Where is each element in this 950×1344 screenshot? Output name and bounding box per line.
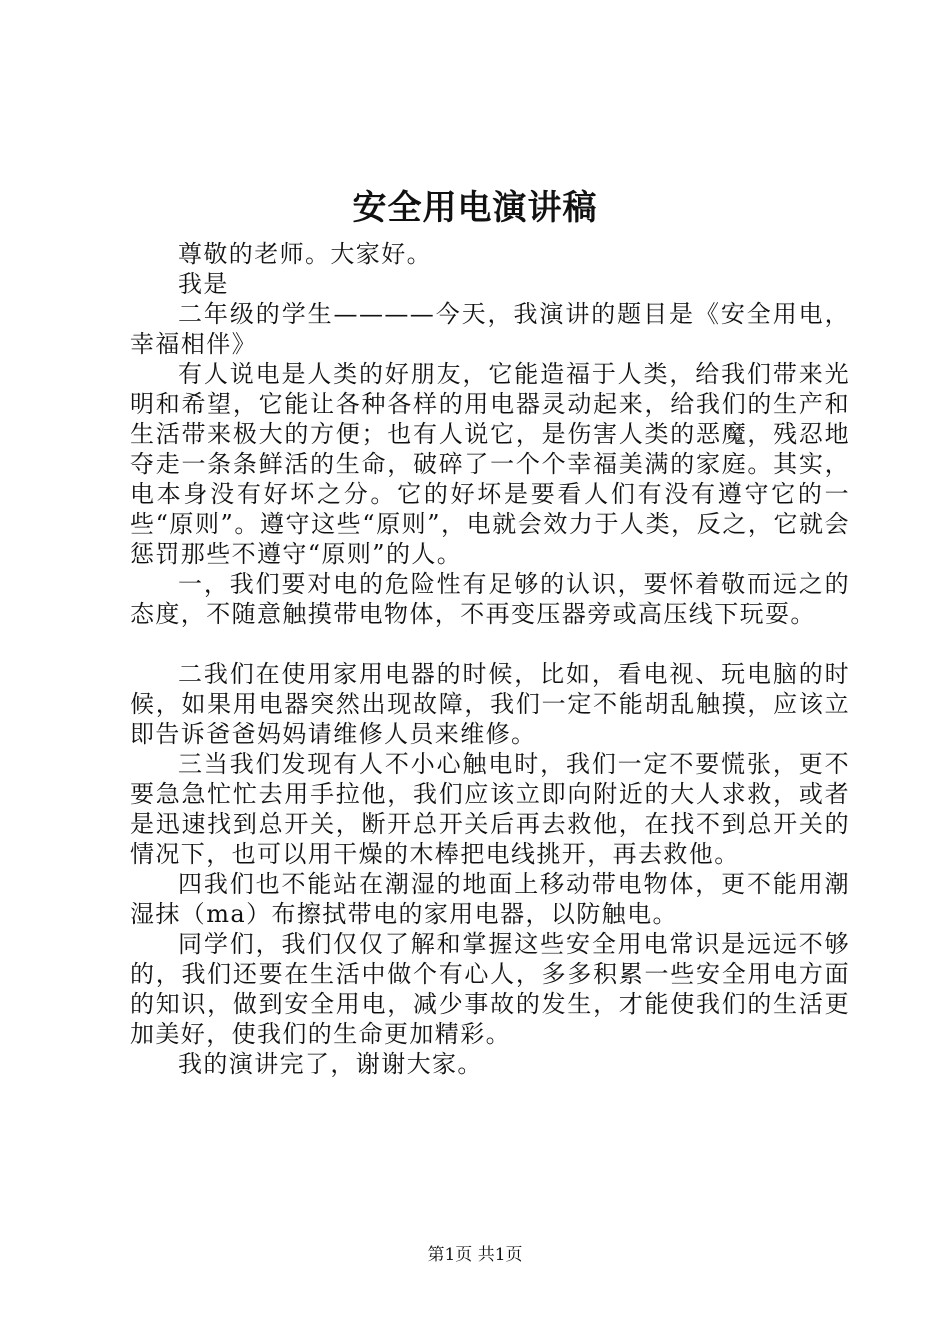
greeting-paragraph: 尊敬的老师。大家好。 xyxy=(178,240,432,268)
page-number-footer: 第1页 共1页 xyxy=(427,1245,523,1265)
intro-paragraph: 有人说电是人类的好朋友，它能造福于人类，给我们带来光明和希望，它能让各种各样的用电器灵动起来，给我们的生产和生活带来极大的方便；也有人说它，是伤害人类的恶魔，残忍地夺走一条条鲜活的生命，破碎了一个个幸福美满的家庭。其实，电本身没有好坏之分。它的好坏是要看人们有没有遵守它的一些“原则”。遵守这些“原则”，电就会效力于人类，反之，它就会惩罚那些不遵守“原则”的人。 xyxy=(130,360,850,568)
document-title: 安全用电演讲稿 xyxy=(352,188,598,228)
point-three-paragraph: 三当我们发现有人不小心触电时，我们一定不要慌张，更不要急急忙忙去用手拉他，我们应该立即向附近的大人求救，或者是迅速找到总开关，断开总开关后再去救他，在找不到总开关的情况下，也可以用干燥的木棒把电线挑开，再去救他。 xyxy=(130,750,850,868)
closing-paragraph: 我的演讲完了，谢谢大家。 xyxy=(178,1050,483,1078)
paragraph-gap xyxy=(130,629,850,659)
conclusion-paragraph: 同学们，我们仅仅了解和掌握这些安全用电常识是远远不够的，我们还要在生活中做个有心人，多多积累一些安全用电方面的知识，做到安全用电，减少事故的发生，才能使我们的生活更加美好，使我们的生命更加精彩。 xyxy=(130,930,850,1048)
document-body xyxy=(130,239,850,1079)
point-four-paragraph: 四我们也不能站在潮湿的地面上移动带电物体，更不能用潮湿抹（ma）布擦拭带电的家用电器，以防触电。 xyxy=(130,870,850,928)
point-two-paragraph: 二我们在使用家用电器的时候，比如，看电视、玩电脑的时候，如果用电器突然出现故障，我们一定不能胡乱触摸，应该立即告诉爸爸妈妈请维修人员来维修。 xyxy=(130,660,850,748)
point-one-paragraph: 一，我们要对电的危险性有足够的认识，要怀着敬而远之的态度，不随意触摸带电物体，不再变压器旁或高压线下玩耍。 xyxy=(130,570,850,628)
self-intro-paragraph: 我是 xyxy=(178,270,229,298)
topic-paragraph: 二年级的学生————今天，我演讲的题目是《安全用电，幸福相伴》 xyxy=(130,300,850,358)
